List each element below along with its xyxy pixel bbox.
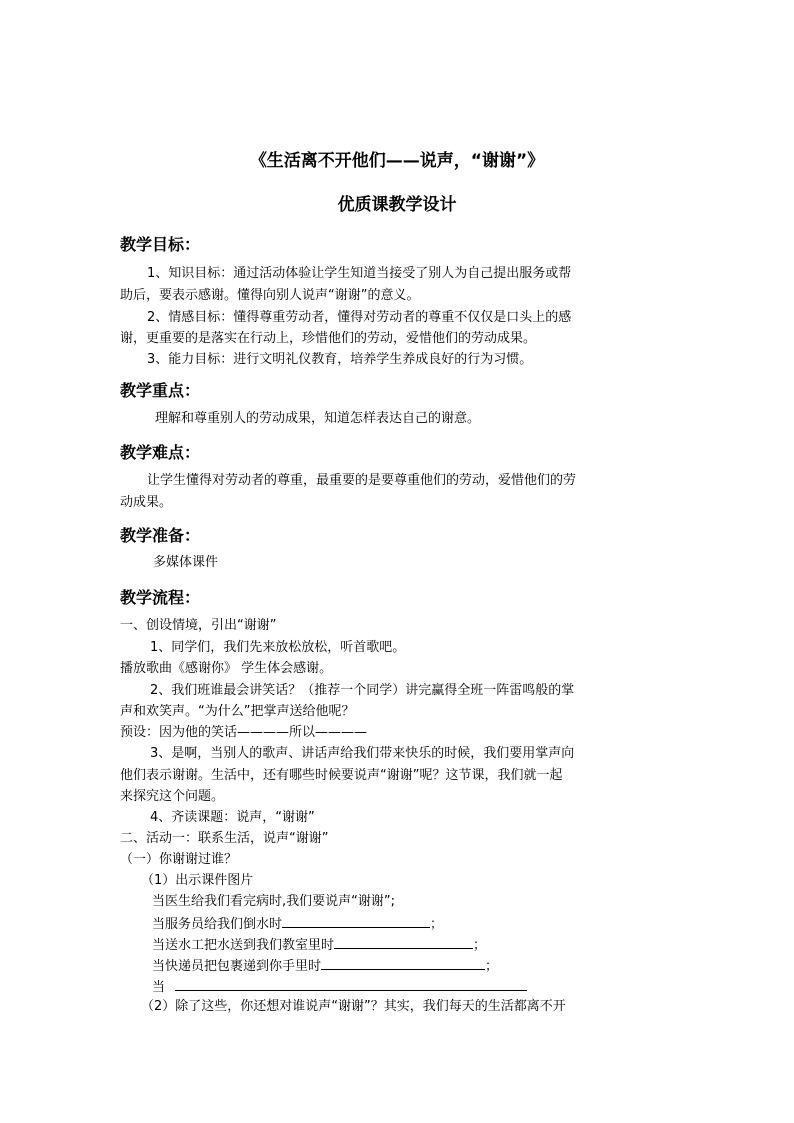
process-line: 二、活动一：联系生活，说声“谢谢”: [120, 831, 329, 846]
process-line: 2、我们班谁最会讲笑话？（推荐一个同学）讲完赢得全班一阵雷鸣般的掌: [150, 683, 575, 698]
fill-in-prompt: 当服务员给我们倒水时: [152, 917, 283, 932]
process-line: 预设：因为他的笑话————所以————: [120, 725, 368, 740]
process-line: 4、齐读课题：说声，“谢谢”: [150, 810, 315, 825]
fill-in-suffix: ；: [485, 959, 499, 974]
document-title: 《生活离不开他们——说声，“谢谢”》: [249, 151, 545, 171]
section-heading-process: 教学流程：: [120, 588, 201, 607]
process-line: （一）你谢谢过谁？: [120, 852, 238, 867]
section-heading-goals: 教学目标：: [120, 235, 201, 254]
fill-in-line: [152, 934, 486, 956]
goals-line: 1、知识目标：通过活动体验让学生知道当接受了别人为自己提出服务或帮: [147, 266, 572, 281]
fill-in-line: [152, 913, 443, 935]
process-line: 来探究这个问题。: [120, 789, 225, 804]
process-line: 1、同学们，我们先来放松放松，听首歌吧。: [150, 640, 406, 655]
process-line: 3、是啊，当别人的歌声、讲话声给我们带来快乐的时候，我们要用掌声向: [150, 746, 575, 761]
fill-in-line: [152, 955, 498, 977]
goals-line: 3、能力目标：进行文明礼仪教育，培养学生养成良好的行为习惯。: [147, 352, 533, 367]
process-line: 一、创设情境，引出“谢谢”: [120, 618, 277, 633]
key-points-line: 理解和尊重别人的劳动成果，知道怎样表达自己的谢意。: [155, 411, 481, 426]
fill-in-prompt: 当快递员把包裹递到你手里时: [152, 959, 322, 974]
process-line: （1）出示课件图片: [141, 873, 254, 888]
fill-in-prompt: 当送水工把水送到我们教室里时: [152, 938, 335, 953]
difficulties-line: 让学生懂得对劳动者的尊重，最重要的是要尊重他们的劳动，爱惜他们的劳: [147, 473, 577, 488]
process-line: 声和欢笑声。“为什么”把掌声送给他呢？: [120, 704, 355, 719]
document-subtitle: 优质课教学设计: [337, 195, 457, 215]
fill-in-blank: [321, 955, 485, 970]
fill-in-blank: [175, 976, 527, 991]
fill-in-prompt: 当: [152, 980, 166, 995]
fill-in-suffix: ；: [430, 917, 444, 932]
preparation-line: 多媒体课件: [153, 555, 219, 570]
section-heading-preparation: 教学准备：: [120, 526, 201, 545]
goals-line: 助后，要表示感谢。懂得向别人说声“谢谢”的意义。: [120, 288, 420, 303]
process-line: （2）除了这些，你还想对谁说声“谢谢”？其实，我们每天的生活都离不开: [141, 999, 566, 1014]
fill-in-line: [152, 976, 527, 998]
fill-in-blank: [334, 934, 473, 949]
section-heading-difficulties: 教学难点：: [120, 443, 201, 462]
process-line: 播放歌曲《感谢你》 学生体会感谢。: [120, 661, 333, 676]
fill-in-blank: [282, 913, 430, 928]
goals-line: 2、情感目标：懂得尊重劳动者，懂得对劳动者的尊重不仅仅是口头上的感: [147, 310, 572, 325]
process-line: 他们表示谢谢。生活中，还有哪些时候要说声“谢谢”呢？这节课，我们就一起: [120, 768, 563, 783]
section-heading-key-points: 教学重点：: [120, 381, 201, 400]
fill-in-suffix: ；: [473, 938, 487, 953]
difficulties-line: 动成果。: [120, 495, 173, 510]
goals-line: 谢，更重要的是落实在行动上，珍惜他们的劳动，爱惜他们的劳动成果。: [120, 331, 537, 346]
process-line: 当医生给我们看完病时,我们要说声“谢谢”;: [152, 894, 395, 909]
